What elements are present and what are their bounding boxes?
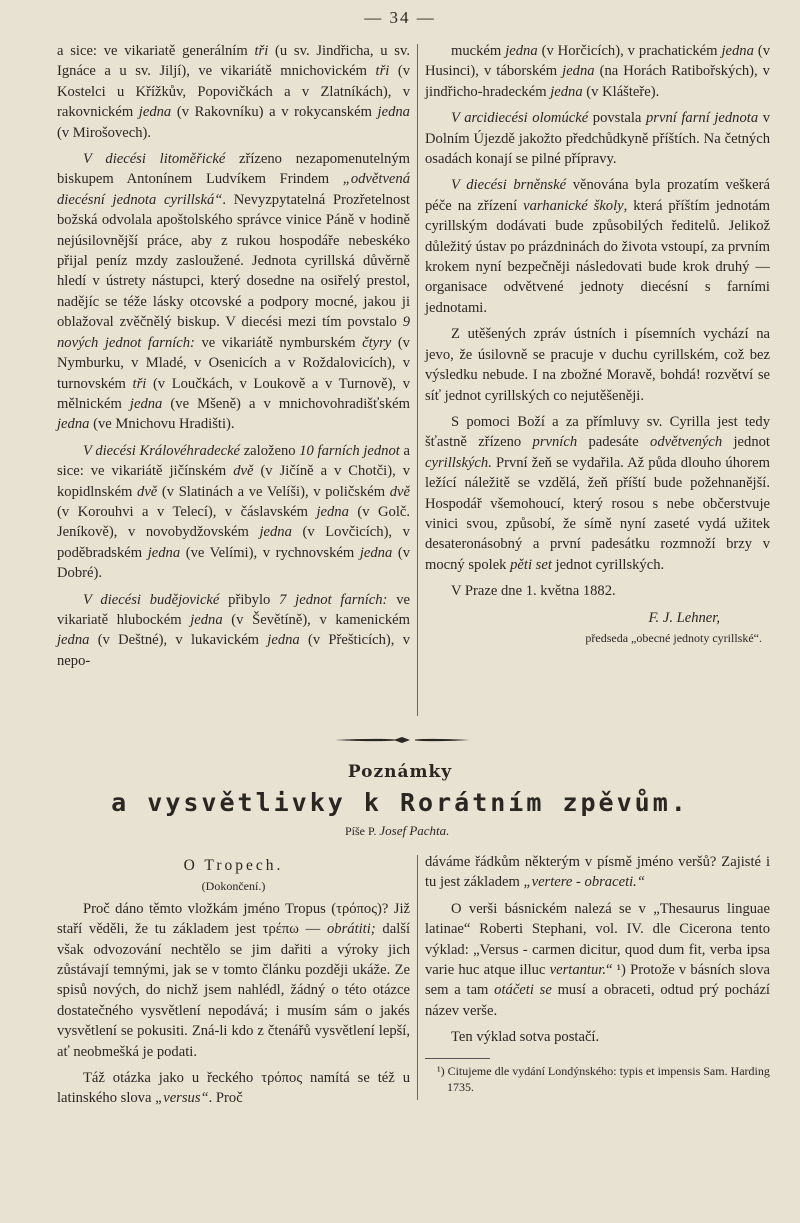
italic-text: první farní jednota [646,110,759,127]
text: věnována byla prozatím veškerá péče na zřízení [425,177,770,214]
paragraph [425,899,770,1021]
italic-text: jedna [316,503,349,520]
italic-text: jedna [138,104,172,121]
paragraph [57,149,410,435]
text: S pomoci Boží a za přímluvy sv. Cyrilla jest tedy šťastně zřízeno [425,413,770,451]
italic-text: „odvětvená diecésní jednota cyrillská“ [57,171,410,208]
italic-text: jedna [259,524,292,541]
text: , která příštím jednotám cyrillským dodávati bude způsobilých ředitelů. Jelikož důležitý ústav po prázdninách do života vstoupí, za prvním krokem nyní bezpečněji následovati bude krok druhý — organisace odvětvené jednoty diecésní s farními jednotami. [425,197,771,316]
italic-text: prvních [532,434,578,451]
text: (v Loučkách, v Loukově a v Turnově), v mělnickém [57,375,410,412]
date-line: V Praze dne 1. května 1882. [451,583,616,600]
text: (v Husinci), v táborském [425,43,770,80]
paragraph [425,175,770,318]
text: (ve Velími), v rychnovském [180,544,360,561]
italic-text: V diecési brněnské [451,177,567,194]
author-line [345,823,449,839]
section-title: O Tropech. [183,857,284,874]
author-prefix: Píše P. [345,824,377,838]
text: (v Korouhvi a v Telecí), v čáslavském [57,503,317,520]
paragraphs [57,899,410,1109]
italic-text: dvě [137,483,158,500]
text: Proč dáno těmto vložkám jméno Tropus (τρόπος)? Již staří věděli, že tu základem jest τρέπω — [57,900,410,938]
text: (v Golč. Jeníkově), v novobydžovském [57,503,410,541]
italic-text: V diecési litoměřické [83,151,226,168]
italic-text: cyrillských. [425,454,492,471]
paragraph [57,1068,410,1109]
italic-text: varhanické školy [523,197,624,214]
text: (v Nymburku, v Mladé, v Osenicích a v Roždalovicích), v turnovském [57,334,410,392]
paragraph [57,899,410,1062]
text: (v Lovčicích), v poděbradském [57,524,410,561]
text: v Dolním Újezdě jakožto předchůdkyně příštích. Na četných osadách konají se pilné přípravy. [425,110,770,168]
italic-text: otáčeti se [494,982,552,999]
italic-text: odvětvených [650,434,723,451]
italic-text: V diecési Královéhradecké [83,442,241,459]
paragraph [425,108,770,169]
text: jednot cyrillských. [551,556,665,573]
paragraph [425,412,770,575]
italic-text: „vertere - obraceti.“ [523,874,645,891]
text: dáváme řádkům některým v písmě jméno veršů? Zajisté i tu jest základem [425,854,770,891]
text: povstala [588,110,646,127]
text: Ten výklad sotva postačí. [451,1029,600,1046]
italic-text: jedna [505,43,538,59]
italic-text: pěti set [510,556,552,573]
italic-text: jedna [190,611,223,628]
footnote: ¹) Citujeme dle vydání Londýnského: typis et impensis Sam. Harding 1735. [437,1063,770,1094]
column-divider [417,855,418,1100]
italic-text: „versus“ [155,1090,209,1107]
text: (na Horách Ratibořských), v jindřicho-hradeckém [425,63,770,100]
italic-text: tři [375,63,390,80]
paragraph [425,1027,770,1047]
italic-text: jedna [129,395,163,412]
text: O verši básnickém nalezá se v „Thesaurus linguae latinae“ Roberti Stephani, vol. IV. dle Cicerona tento výklad: „Versus - carmen dicitur, quod dum fit, verba ipsa varie huc atque illuc [425,900,770,979]
italic-text: jedna [359,544,393,561]
text: a sice: ve vikariatě generálním [57,43,255,59]
column-top-right [425,41,770,648]
text: jednot [722,434,770,451]
italic-text: jedna [562,63,595,80]
text: (v Rakovníku) a v rokycanském [171,104,378,121]
italic-text: obrátiti; [327,921,376,938]
text: další však odvozování nechtělo se jim dařiti a výroky jich zůstávají temnými, jak se v tomto článku později ukáže. Ze spisů nových, do nichž jsem nahlédl, žádný o této otázce dostatečného vysvětlení nepodává; i musím sám o jakés vysvětlení se pokusiti. Zná-li kdo z čtenářů vysvětlení lepší, ať neobmešká je podati. [57,921,410,1060]
heading-large: a vysvětlivky k Rorátním zpěvům. [111,788,689,817]
text: (ve Mnichovu Hradišti). [89,416,235,433]
paragraph [57,590,410,672]
text: zřízeno nezapomenutelným biskupem Antonínem Ludvíkem Frindem [57,151,410,188]
text: musí a obraceti, odtud prý pochází název verše. [425,982,770,1019]
column-top-left [57,41,410,677]
footnote-rule [425,1058,490,1059]
italic-text: V diecési budějovické [83,591,220,608]
page-number: — 34 — [364,8,436,27]
text: (v Dobré). [57,544,410,582]
text: (v Klášteře). [582,83,660,100]
column-bottom-right [425,852,770,1095]
italic-text: jedna [377,104,410,121]
text: Táž otázka jako u řeckého τρόπος namítá se též u latinského slova [57,1070,410,1107]
signature: F. J. Lehner, [648,609,720,626]
text: ve vikariátě nymburském [194,334,363,351]
paragraph [425,852,770,893]
italic-text: dvě [389,483,410,500]
column-divider [417,44,418,716]
text: (v Mirošovech). [57,124,152,141]
text: muckém [451,43,506,59]
paragraphs [425,41,770,575]
italic-text: 10 farních jednot [299,442,400,459]
paragraph [57,441,410,584]
text: přibylo [219,591,280,608]
text: . Proč [208,1090,243,1107]
text: Z utěšených zpráv ústních i písemních vychází na jevo, že úsilovně se pracuje v duchu cyrillském, což bez výsledku nebude. I na zbožné Moravě, bohdá! rozvětví se síť jednot cyrillských co nejutěšeněji. [425,326,770,404]
italic-text: vertantur. [549,962,606,979]
text: “ ¹) Protože v básních slova sem a tam [425,962,770,999]
italic-text: jedna [57,416,90,433]
italic-text: tři [132,375,147,392]
paragraphs [425,852,770,1048]
text: (ve Mšeně) a v mnichovohradišťském [162,395,410,412]
italic-text: jedna [267,632,300,649]
text: (v Horčicích), v prachatickém [537,43,722,59]
text: (v Přešticích), v nepo- [57,632,410,669]
text: První žeň se vydařila. Až půda dlouho úhorem ležící náležitě se vzdělá, žeň příští bude požehnanější. Hospodář všemohoucí, který rosou s nebe občerstvuje vinici svou, způsobí, že símě nyní zaseté vydá užitek desateronásobný a první padesátku rozmnoží brzy v mocný spolek [425,454,770,573]
ornament-divider [335,736,470,744]
text: (v Jičíně a v Chotči), v kopidlnském [57,463,410,500]
italic-text: dvě [233,463,254,480]
italic-text: tři [254,43,269,59]
text: (v Kostelci u Křížkův, Popovičkách a v Zlatníkách), v rakovnickém [57,63,410,121]
italic-text: jedna [147,544,181,561]
paragraph [57,41,410,143]
signature-role: předseda „obecné jednoty cyrillské“. [585,630,762,645]
text: založeno [240,442,300,459]
column-bottom-left [57,852,410,1115]
text: (v Slatinách a ve Velíši), v poličském [157,483,390,500]
section-subtitle: (Dokončení.) [201,879,266,894]
italic-text: jedna [721,43,754,59]
text: (u sv. Jindřicha, u sv. Ignáce a u sv. Jiljí), ve vikariátě mnichovickém [57,43,410,80]
text: ve vikariatě hlubockém [57,591,410,628]
text: (v Ševětíně), v kamenickém [222,611,410,628]
italic-text: jedna [57,632,90,649]
author-name: Josef Pachta. [379,823,450,838]
heading-small: Poznámky [347,762,453,782]
paragraph [425,324,770,406]
paragraph [425,41,770,102]
text: . Nevyzpytatelná Prozřetelnost božská odvolala apoštolského správce vinice Páně v hodině nejúsilovnější práce, aby z rukou hospodáře nebeskéko přijal peníz mzdy zasloužené. Jednota cyrillská důvěrně hledí v ústrety nástupci, který dosedne na osiřelý prestol, nadějíc se téže lásky otcovské a podpory mocné, jakou ji oblažoval zvěčnělý biskup. V diecési mezi tím povstalo [57,191,410,331]
italic-text: 7 jednot farních: [279,591,388,608]
text: (v Deštné), v lukavickém [89,632,268,649]
text: padesáte [577,434,651,451]
italic-text: 9 nových jednot farních: [57,314,410,351]
italic-text: jedna [550,83,583,100]
italic-text: V arcidiecési olomúcké [451,110,589,127]
text: a sice: ve vikariátě jičínském [57,442,410,480]
italic-text: čtyry [362,334,392,351]
